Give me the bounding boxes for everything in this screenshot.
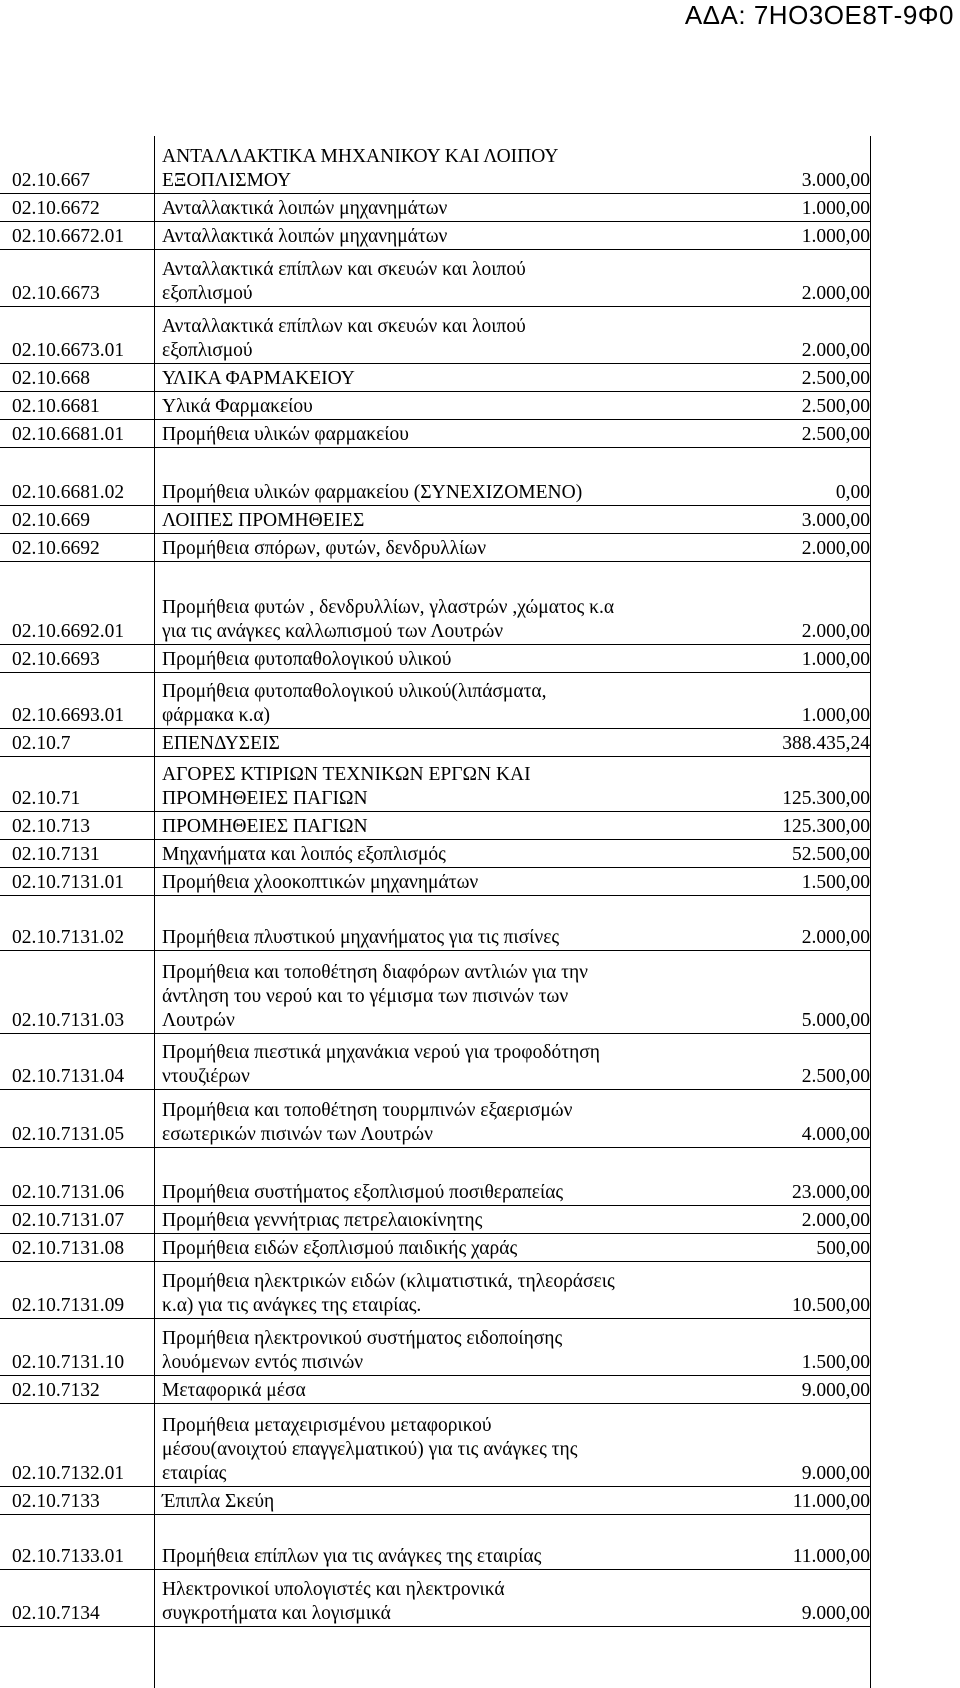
account-code: 02.10.7131.09 bbox=[0, 1261, 154, 1318]
account-code: 02.10.6692.01 bbox=[0, 561, 154, 644]
table-row bbox=[0, 1514, 870, 1569]
account-description-cell bbox=[154, 1261, 764, 1318]
account-code: 02.10.7 bbox=[0, 728, 154, 756]
amount: 23.000,00 bbox=[764, 1147, 870, 1205]
account-code: 02.10.6672.01 bbox=[0, 221, 154, 249]
account-description-cell bbox=[154, 895, 764, 950]
account-code: 02.10.7131.07 bbox=[0, 1205, 154, 1233]
table-row bbox=[0, 756, 870, 811]
amount: 2.500,00 bbox=[764, 1033, 870, 1089]
account-code: 02.10.7131.06 bbox=[0, 1147, 154, 1205]
amount: 11.000,00 bbox=[764, 1486, 870, 1514]
account-description-cell bbox=[154, 391, 764, 419]
account-description-cell bbox=[154, 1569, 764, 1626]
account-code: 02.10.6681.02 bbox=[0, 447, 154, 505]
amount: 3.000,00 bbox=[764, 136, 870, 193]
account-description: Υλικά Φαρμακείου bbox=[162, 395, 313, 417]
table-row bbox=[0, 1089, 870, 1147]
account-description-cell bbox=[154, 419, 764, 447]
table-row bbox=[0, 447, 870, 505]
account-description: Προμήθεια γεννήτριας πετρελαιοκίνητης bbox=[162, 1209, 483, 1231]
table-row bbox=[0, 1375, 870, 1403]
account-description: ΑΝΤΑΛΛΑΚΤΙΚΑ ΜΗΧΑΝΙΚΟΥ ΚΑΙ ΛΟΙΠΟΥ ΕΞΟΠΛΙΣΜΟΥ bbox=[162, 145, 559, 191]
amount: 2.000,00 bbox=[764, 1205, 870, 1233]
account-description: ΛΟΙΠΕΣ ΠΡΟΜΗΘΕΙΕΣ bbox=[162, 509, 365, 531]
amount: 10.500,00 bbox=[764, 1261, 870, 1318]
amount: 3.000,00 bbox=[764, 505, 870, 533]
account-description: ΑΓΟΡΕΣ ΚΤΙΡΙΩΝ ΤΕΧΝΙΚΩΝ ΕΡΓΩΝ ΚΑΙ ΠΡΟΜΗΘΕΙΕΣ ΠΑΓΙΩΝ bbox=[162, 763, 531, 809]
budget-table bbox=[0, 136, 870, 1627]
amount: 4.000,00 bbox=[764, 1089, 870, 1147]
table-row bbox=[0, 419, 870, 447]
table-row bbox=[0, 867, 870, 895]
account-code: 02.10.7131.08 bbox=[0, 1233, 154, 1261]
account-code: 02.10.713 bbox=[0, 811, 154, 839]
account-code: 02.10.6672 bbox=[0, 193, 154, 221]
account-description: Ανταλλακτικά λοιπών μηχανημάτων bbox=[162, 197, 448, 219]
account-code: 02.10.7131.05 bbox=[0, 1089, 154, 1147]
account-description-cell bbox=[154, 1033, 764, 1089]
account-description-cell bbox=[154, 363, 764, 391]
table-right-border bbox=[870, 136, 871, 1688]
amount: 9.000,00 bbox=[764, 1375, 870, 1403]
account-description: Προμήθεια υλικών φαρμακείου bbox=[162, 423, 409, 445]
amount: 2.000,00 bbox=[764, 306, 870, 363]
amount: 52.500,00 bbox=[764, 839, 870, 867]
account-description-cell bbox=[154, 644, 764, 672]
amount: 500,00 bbox=[764, 1233, 870, 1261]
amount: 9.000,00 bbox=[764, 1569, 870, 1626]
amount: 1.000,00 bbox=[764, 644, 870, 672]
account-description: Μεταφορικά μέσα bbox=[162, 1379, 306, 1401]
account-description: Προμήθεια και τοποθέτηση διαφόρων αντλιών για την άντληση του νερού και το γέμισμα των πισινών των Λουτρών bbox=[162, 961, 588, 1031]
table-row bbox=[0, 533, 870, 561]
amount: 2.500,00 bbox=[764, 363, 870, 391]
account-description: ΕΠΕΝΔΥΣΕΙΣ bbox=[162, 732, 280, 754]
table-row bbox=[0, 391, 870, 419]
amount: 5.000,00 bbox=[764, 950, 870, 1033]
table-row bbox=[0, 811, 870, 839]
account-code: 02.10.7132 bbox=[0, 1375, 154, 1403]
account-description-cell bbox=[154, 1486, 764, 1514]
account-description-cell bbox=[154, 306, 764, 363]
account-description-cell bbox=[154, 249, 764, 306]
account-description: Προμήθεια μεταχειρισμένου μεταφορικού μέσου(ανοιχτού επαγγελματικού) για τις ανάγκες της εταιρίας bbox=[162, 1414, 578, 1484]
account-description-cell bbox=[154, 756, 764, 811]
account-code: 02.10.7131.10 bbox=[0, 1318, 154, 1375]
account-code: 02.10.7133 bbox=[0, 1486, 154, 1514]
amount: 9.000,00 bbox=[764, 1403, 870, 1486]
account-description: Ανταλλακτικά λοιπών μηχανημάτων bbox=[162, 225, 448, 247]
amount: 0,00 bbox=[764, 447, 870, 505]
account-code: 02.10.6673.01 bbox=[0, 306, 154, 363]
account-code: 02.10.6693 bbox=[0, 644, 154, 672]
amount: 125.300,00 bbox=[764, 811, 870, 839]
amount: 2.000,00 bbox=[764, 249, 870, 306]
account-code: 02.10.6692 bbox=[0, 533, 154, 561]
account-description-cell bbox=[154, 1403, 764, 1486]
table-row bbox=[0, 505, 870, 533]
table-row bbox=[0, 363, 870, 391]
account-code: 02.10.6673 bbox=[0, 249, 154, 306]
table-row bbox=[0, 1147, 870, 1205]
account-description-cell bbox=[154, 1233, 764, 1261]
account-description: Ανταλλακτικά επίπλων και σκευών και λοιπού εξοπλισμού bbox=[162, 315, 526, 361]
table-row bbox=[0, 249, 870, 306]
account-description-cell bbox=[154, 193, 764, 221]
table-row bbox=[0, 306, 870, 363]
account-description-cell bbox=[154, 867, 764, 895]
account-description-cell bbox=[154, 1318, 764, 1375]
table-row bbox=[0, 1318, 870, 1375]
table-row bbox=[0, 1261, 870, 1318]
amount: 1.500,00 bbox=[764, 867, 870, 895]
account-description: Έπιπλα Σκεύη bbox=[162, 1490, 275, 1512]
amount: 388.435,24 bbox=[764, 728, 870, 756]
account-code: 02.10.7131.01 bbox=[0, 867, 154, 895]
table-row bbox=[0, 644, 870, 672]
table-row bbox=[0, 728, 870, 756]
account-description: Προμήθεια υλικών φαρμακείου (ΣΥΝΕΧΙΖΟΜΕΝΟ) bbox=[162, 481, 583, 503]
account-code: 02.10.669 bbox=[0, 505, 154, 533]
account-description: Προμήθεια επίπλων για τις ανάγκες της εταιρίας bbox=[162, 1545, 542, 1567]
account-code: 02.10.6681 bbox=[0, 391, 154, 419]
table-row bbox=[0, 1205, 870, 1233]
amount: 2.000,00 bbox=[764, 533, 870, 561]
account-code: 02.10.7131.02 bbox=[0, 895, 154, 950]
account-description-cell bbox=[154, 1375, 764, 1403]
table-row bbox=[0, 950, 870, 1033]
account-description-cell bbox=[154, 221, 764, 249]
account-description-cell bbox=[154, 1514, 764, 1569]
account-description: Προμήθεια σπόρων, φυτών, δενδρυλλίων bbox=[162, 537, 487, 559]
account-code: 02.10.7131.04 bbox=[0, 1033, 154, 1089]
account-description-cell bbox=[154, 505, 764, 533]
account-description-cell bbox=[154, 672, 764, 728]
account-code: 02.10.667 bbox=[0, 136, 154, 193]
account-description-cell bbox=[154, 811, 764, 839]
account-code: 02.10.7134 bbox=[0, 1569, 154, 1626]
account-description-cell bbox=[154, 1089, 764, 1147]
table-row bbox=[0, 839, 870, 867]
account-description-cell bbox=[154, 561, 764, 644]
table-row bbox=[0, 136, 870, 193]
account-code: 02.10.7133.01 bbox=[0, 1514, 154, 1569]
table-row bbox=[0, 672, 870, 728]
account-code: 02.10.7132.01 bbox=[0, 1403, 154, 1486]
account-description: Προμήθεια πιεστικά μηχανάκια νερού για τροφοδότηση ντουζιέρων bbox=[162, 1041, 600, 1087]
account-code: 02.10.7131.03 bbox=[0, 950, 154, 1033]
account-description-cell bbox=[154, 1147, 764, 1205]
account-description: Ηλεκτρονικοί υπολογιστές και ηλεκτρονικά συγκροτήματα και λογισμικά bbox=[162, 1578, 505, 1624]
account-description: ΠΡΟΜΗΘΕΙΕΣ ΠΑΓΙΩΝ bbox=[162, 815, 368, 837]
account-code: 02.10.6693.01 bbox=[0, 672, 154, 728]
amount: 2.000,00 bbox=[764, 895, 870, 950]
table-row bbox=[0, 895, 870, 950]
account-description: Προμήθεια φυτών , δενδρυλλίων, γλαστρών ,χώματος κ.α για τις ανάγκες καλλωπισμού των Λουτρών bbox=[162, 596, 615, 642]
amount: 1.000,00 bbox=[764, 193, 870, 221]
table-row bbox=[0, 1233, 870, 1261]
amount: 125.300,00 bbox=[764, 756, 870, 811]
account-description-cell bbox=[154, 1205, 764, 1233]
amount: 1.000,00 bbox=[764, 221, 870, 249]
amount: 2.500,00 bbox=[764, 419, 870, 447]
account-description: Μηχανήματα και λοιπός εξοπλισμός bbox=[162, 843, 446, 865]
account-description: Ανταλλακτικά επίπλων και σκευών και λοιπού εξοπλισμού bbox=[162, 258, 526, 304]
account-description: Προμήθεια ηλεκτρονικού συστήματος ειδοποίησης λουόμενων εντός πισινών bbox=[162, 1327, 563, 1373]
account-description: Προμήθεια ηλεκτρικών ειδών (κλιματιστικά, τηλεοράσεις κ.α) για τις ανάγκες της εταιρίας. bbox=[162, 1270, 615, 1316]
account-description-cell bbox=[154, 728, 764, 756]
account-description-cell bbox=[154, 447, 764, 505]
table-row bbox=[0, 1486, 870, 1514]
account-code: 02.10.7131 bbox=[0, 839, 154, 867]
account-description: ΥΛΙΚΑ ΦΑΡΜΑΚΕΙΟΥ bbox=[162, 367, 355, 389]
budget-table-body bbox=[0, 136, 870, 1626]
amount: 2.000,00 bbox=[764, 561, 870, 644]
account-code: 02.10.6681.01 bbox=[0, 419, 154, 447]
account-description: Προμήθεια φυτοπαθολογικού υλικού(λιπάσματα, φάρμακα κ.α) bbox=[162, 680, 547, 726]
table-row bbox=[0, 1569, 870, 1626]
account-description-cell bbox=[154, 839, 764, 867]
account-description-cell bbox=[154, 533, 764, 561]
account-description: Προμήθεια χλοοκοπτικών μηχανημάτων bbox=[162, 871, 479, 893]
account-code: 02.10.668 bbox=[0, 363, 154, 391]
account-description-cell bbox=[154, 950, 764, 1033]
table-row bbox=[0, 561, 870, 644]
amount: 1.500,00 bbox=[764, 1318, 870, 1375]
ada-identifier: ΑΔΑ: 7ΗΟ3ΟΕ8Τ-9Φ0 bbox=[684, 0, 954, 30]
amount: 11.000,00 bbox=[764, 1514, 870, 1569]
account-description: Προμήθεια συστήματος εξοπλισμού ποσιθεραπείας bbox=[162, 1181, 564, 1203]
account-description-cell bbox=[154, 136, 764, 193]
table-row bbox=[0, 1403, 870, 1486]
table-row bbox=[0, 1033, 870, 1089]
account-description: Προμήθεια φυτοπαθολογικού υλικού bbox=[162, 648, 452, 670]
account-code: 02.10.71 bbox=[0, 756, 154, 811]
account-description: Προμήθεια και τοποθέτηση τουρμπινών εξαερισμών εσωτερικών πισινών των Λουτρών bbox=[162, 1099, 573, 1145]
amount: 2.500,00 bbox=[764, 391, 870, 419]
account-description: Προμήθεια ειδών εξοπλισμού παιδικής χαράς bbox=[162, 1237, 518, 1259]
amount: 1.000,00 bbox=[764, 672, 870, 728]
table-row bbox=[0, 221, 870, 249]
account-description: Προμήθεια πλυστικού μηχανήματος για τις πισίνες bbox=[162, 926, 560, 948]
table-row bbox=[0, 193, 870, 221]
